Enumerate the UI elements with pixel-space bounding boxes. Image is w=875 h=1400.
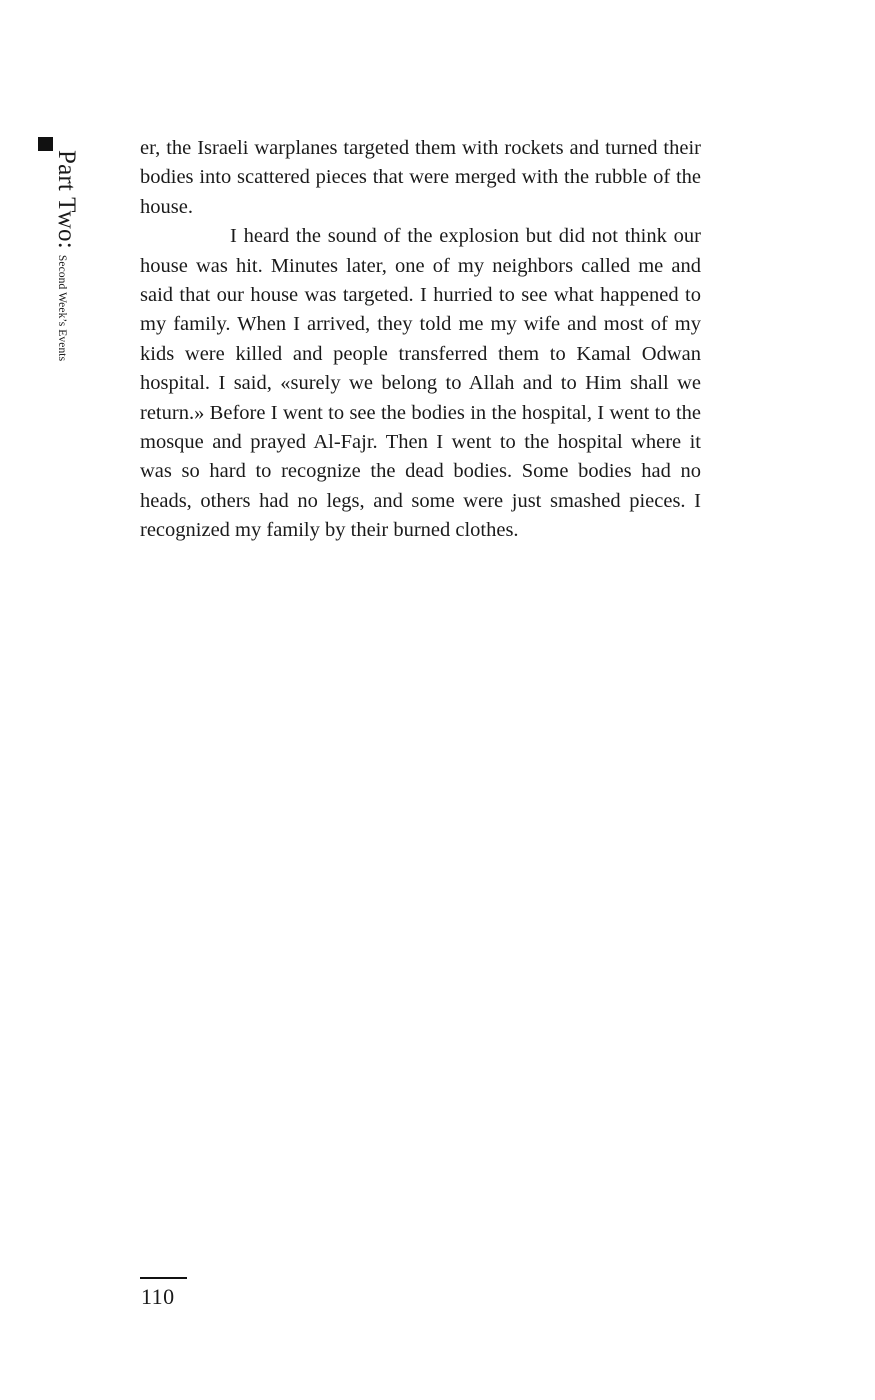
part-title: Part Two: [53, 150, 80, 249]
section-title: Second Week’s Events [56, 254, 68, 362]
paragraph-continued: er, the Israeli warplanes targeted them with rockets and turned their bodies into scattered pieces that were merged with the rubble of the house. [140, 137, 701, 218]
page-number: 110 [141, 1284, 175, 1309]
running-head-marker [38, 137, 53, 151]
body-text [140, 134, 701, 546]
running-head [50, 150, 80, 430]
page-number-rule [140, 1277, 187, 1279]
paragraph-testimony: I heard the sound of the explosion but did not think our house was hit. Minutes later, one of my neighbors called me and said that our house was targeted. I hurried to see what happened to my family. When I arrived, they told me my wife and most of my kids were killed and people transferred them to Kamal Odwan hospital. I said, «surely we belong to Allah and to Him shall we return.» Before I went to see the bodies in the hospital, I went to the mosque and prayed Al-Fajr. Then I went to the hospital where it was so hard to recognize the dead bodies. Some bodies had no heads, others had no legs, and some were just smashed pieces. I recognized my family by their burned clothes. [140, 225, 701, 542]
